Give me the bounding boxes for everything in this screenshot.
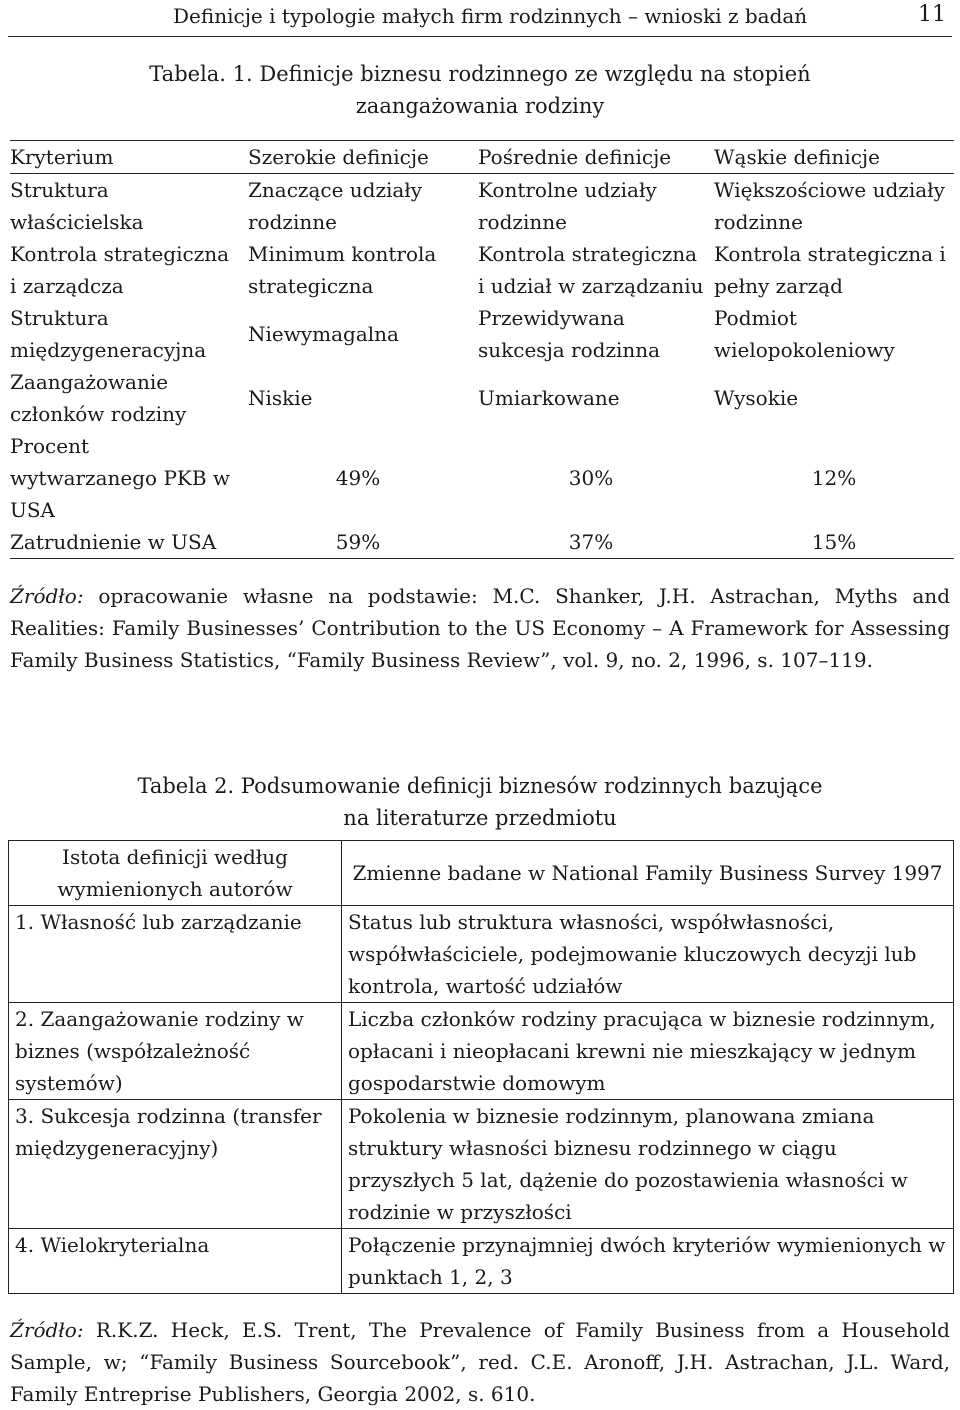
table2-caption-line2: na literaturze przedmiotu [343,806,617,830]
table1-row [10,526,954,559]
table1-caption [0,58,960,122]
table1-caption-line2: zaangażowania rodziny [355,94,605,118]
table1-source-label: Źródło: [10,584,84,608]
table1-source-text: opracowanie własne na podstawie: M.C. Shanker, J.H. Astrachan, Myths and Realities: Family Businesses’ Contribution to the US Economy – A Framework for Assessing Family Business Statistics, “Family Business Review”, vol. 9, no. 2, 1996, s. 107–119. [10,584,950,672]
table1-cell: 37% [468,526,704,559]
table2-caption [0,770,960,834]
table1-cell: 49% [335,466,381,490]
table1-cell: Większościowe udziały rodzinne [714,178,945,234]
table2-cell: Status lub struktura własności, współwłasności, współwłaściciele, podejmowanie kluczowych decyzji lub kontrola, wartość udziałów [342,906,954,1003]
table2-header-row [9,841,954,906]
table1-cell: Znaczące udziały rodzinne [248,178,423,234]
table1-cell: 30% [568,466,614,490]
table1-cell: Kontrola strategiczna i zarządcza [10,242,230,298]
table2-cell: 3. Sukcesja rodzinna (transfer międzygeneracyjny) [9,1100,342,1229]
table1-row [10,174,954,239]
table1-row [10,430,954,526]
table2-cell: Liczba członków rodziny pracująca w biznesie rodzinnym, opłacani i nieopłacani krewni nie mieszkający w jednym gospodarstwie domowym [342,1003,954,1100]
table2-source-text: R.K.Z. Heck, E.S. Trent, The Prevalence of Family Business from a Household Sample, w; “Family Business Sourcebook”, red. C.E. Aronoff, J.H. Astrachan, J.L. Ward, Family Entreprise Publishers, Georgia 2002, s. 610. [10,1318,950,1406]
page-number: 11 [918,2,946,27]
table2-row [9,1003,954,1100]
table1-cell: Przewidywana sukcesja rodzinna [478,306,661,362]
table1-cell: 15% [704,526,954,559]
table1-cell: Wysokie [714,386,799,410]
table2-cell: Pokolenia w biznesie rodzinnym, planowana zmiana struktury własności biznesu rodzinnego w ciągu przyszłych 5 lat, dążenie do pozostawienia własności w rodzinie w przyszłości [342,1100,954,1229]
table1-col-header: Szerokie definicje [238,141,468,174]
table1-cell: Procent wytwarzanego PKB w USA [10,434,231,522]
table1-cell: Struktura właścicielska [10,178,144,234]
table1-cell: Minimum kontrola strategiczna [248,242,437,298]
table2-row [9,1100,954,1229]
table2-source-note [10,1314,950,1410]
table2-caption-label: Tabela 2. [137,774,235,798]
table1-cell: Kontrola strategiczna i udział w zarządzaniu [478,242,704,298]
table2-cell: Połączenie przynajmniej dwóch kryteriów wymienionych w punktach 1, 2, 3 [342,1229,954,1294]
running-header [8,0,952,37]
table1-cell: Kontrolne udziały rodzinne [478,178,657,234]
table1-caption-text: Definicje biznesu rodzinnego ze względu na stopień [259,62,811,86]
table1-cell: Kontrola strategiczna i pełny zarząd [714,242,946,298]
table1-col-header: Pośrednie definicje [468,141,704,174]
table1-cell: Zatrudnienie w USA [10,526,238,559]
table2 [8,840,954,1294]
table1-cell: Struktura międzygeneracyjna [10,306,207,362]
table2-cell: 1. Własność lub zarządzanie [9,906,342,1003]
table2-cell: 2. Zaangażowanie rodziny w biznes (współzależność systemów) [9,1003,342,1100]
running-title: Definicje i typologie małych firm rodzinnych – wnioski z badań [173,4,808,28]
table1-col-header: Kryterium [10,141,238,174]
table1-cell: 59% [238,526,468,559]
table1-cell: Niewymagalna [248,322,399,346]
table2-row [9,1229,954,1294]
table2-caption-text: Podsumowanie definicji biznesów rodzinnych bazujące [240,774,823,798]
table2-cell: 4. Wielokryterialna [9,1229,342,1294]
table1-caption-label: Tabela. 1. [149,62,253,86]
table1-row [10,302,954,366]
table1-col-header: Wąskie definicje [704,141,954,174]
table1-header-row [10,141,954,174]
table1-cell: Zaangażowanie członków rodziny [10,370,187,426]
table1-cell: 12% [811,466,857,490]
table1-cell: Umiarkowane [478,386,620,410]
table1 [10,140,954,559]
table2-col-header: Istota definicji według wymienionych autorów [9,841,342,906]
table1-row [10,366,954,430]
table2-col-header: Zmienne badane w National Family Business Survey 1997 [342,841,954,906]
table1-row [10,238,954,302]
table1-cell: Podmiot wielopokoleniowy [714,306,895,362]
table1-cell: Niskie [248,386,313,410]
table1-source-note [10,580,950,676]
table2-source-label: Źródło: [10,1318,84,1342]
table2-row [9,906,954,1003]
